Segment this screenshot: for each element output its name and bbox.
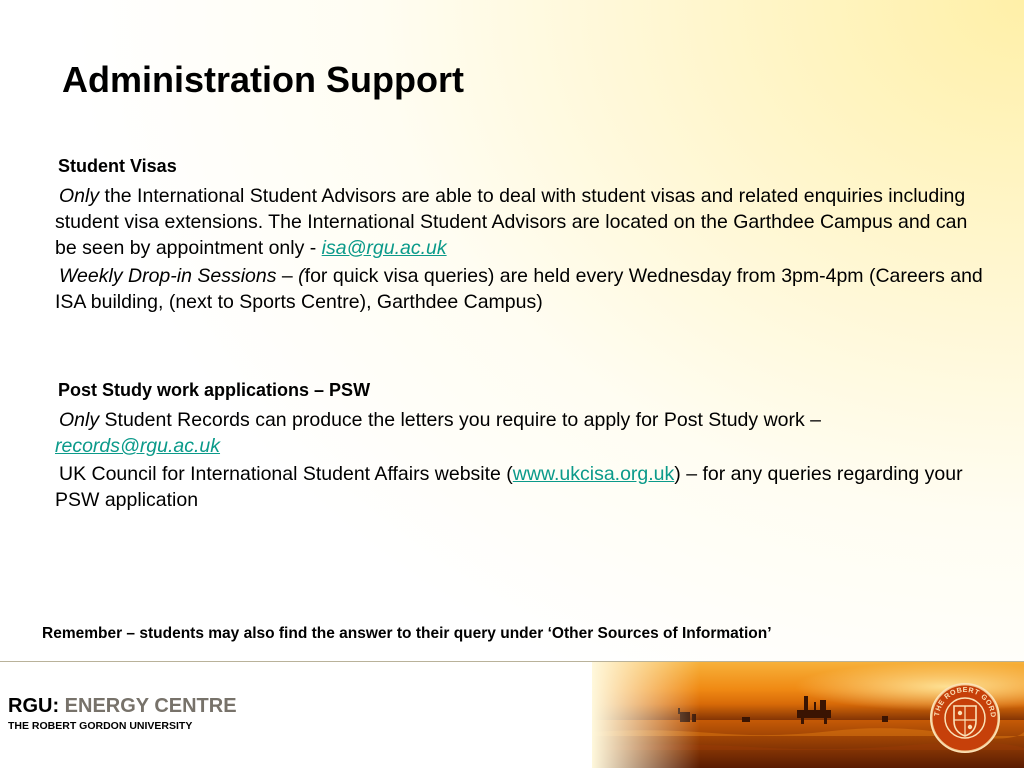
student-visas-section: [55, 154, 985, 315]
brand-title: [8, 694, 237, 718]
records-paragraph: [55, 407, 985, 459]
records-paragraph-text: Student Records can produce the letters you require to apply for Post Study work –: [99, 409, 821, 431]
only-emphasis-psw: Only: [59, 409, 100, 431]
drop-in-dash: –: [276, 265, 299, 287]
ukcisa-paragraph: [55, 461, 985, 513]
only-emphasis: Only: [59, 185, 100, 207]
sunset-oil-rig-image: [592, 662, 1024, 768]
ukcisa-text-before: UK Council for International Student Affairs website (: [59, 463, 513, 485]
university-seal: [931, 684, 999, 752]
records-email-link[interactable]: [55, 435, 220, 457]
university-name: THE ROBERT GORDON UNIVERSITY: [8, 720, 193, 732]
footer-brand: [8, 694, 237, 732]
drop-in-emphasis: Weekly Drop-in Sessions: [59, 265, 277, 287]
drop-in-paragraph: [55, 263, 985, 315]
drop-in-text: for quick visa queries) are held every Wednesday from 3pm-4pm (Careers and ISA building, (next to Sports Centre), Garthdee Campus): [55, 265, 983, 313]
student-visas-heading: Student Visas: [58, 156, 177, 176]
records-email-text: records@rgu.ac.uk: [55, 435, 221, 457]
brand-prefix: RGU:: [8, 695, 65, 717]
isa-email-text: isa@rgu.ac.uk: [321, 237, 447, 259]
isa-email-link[interactable]: [322, 237, 447, 259]
seal-text: THE ROBERT GORD: [932, 684, 999, 719]
slide-title: Administration Support: [62, 59, 464, 100]
footnote: Remember – students may also find the answer to their query under ‘Other Sources of Information’: [42, 625, 772, 642]
ukcisa-text-after: ) – for any queries regarding your PSW application: [55, 463, 963, 511]
psw-section: [55, 378, 985, 513]
psw-heading: Post Study work applications – PSW: [58, 380, 371, 400]
brand-name: ENERGY CENTRE: [64, 695, 237, 717]
ukcisa-link[interactable]: www.ukcisa.org.uk: [512, 463, 675, 485]
isa-paragraph: [55, 183, 985, 261]
drop-in-paren: (: [298, 265, 305, 287]
isa-paragraph-text: the International Student Advisors are able to deal with student visas and related enquiries including student visa extensions. The International Student Advisors are located on the Garthdee Campus and can be seen by appointment only -: [55, 185, 968, 259]
